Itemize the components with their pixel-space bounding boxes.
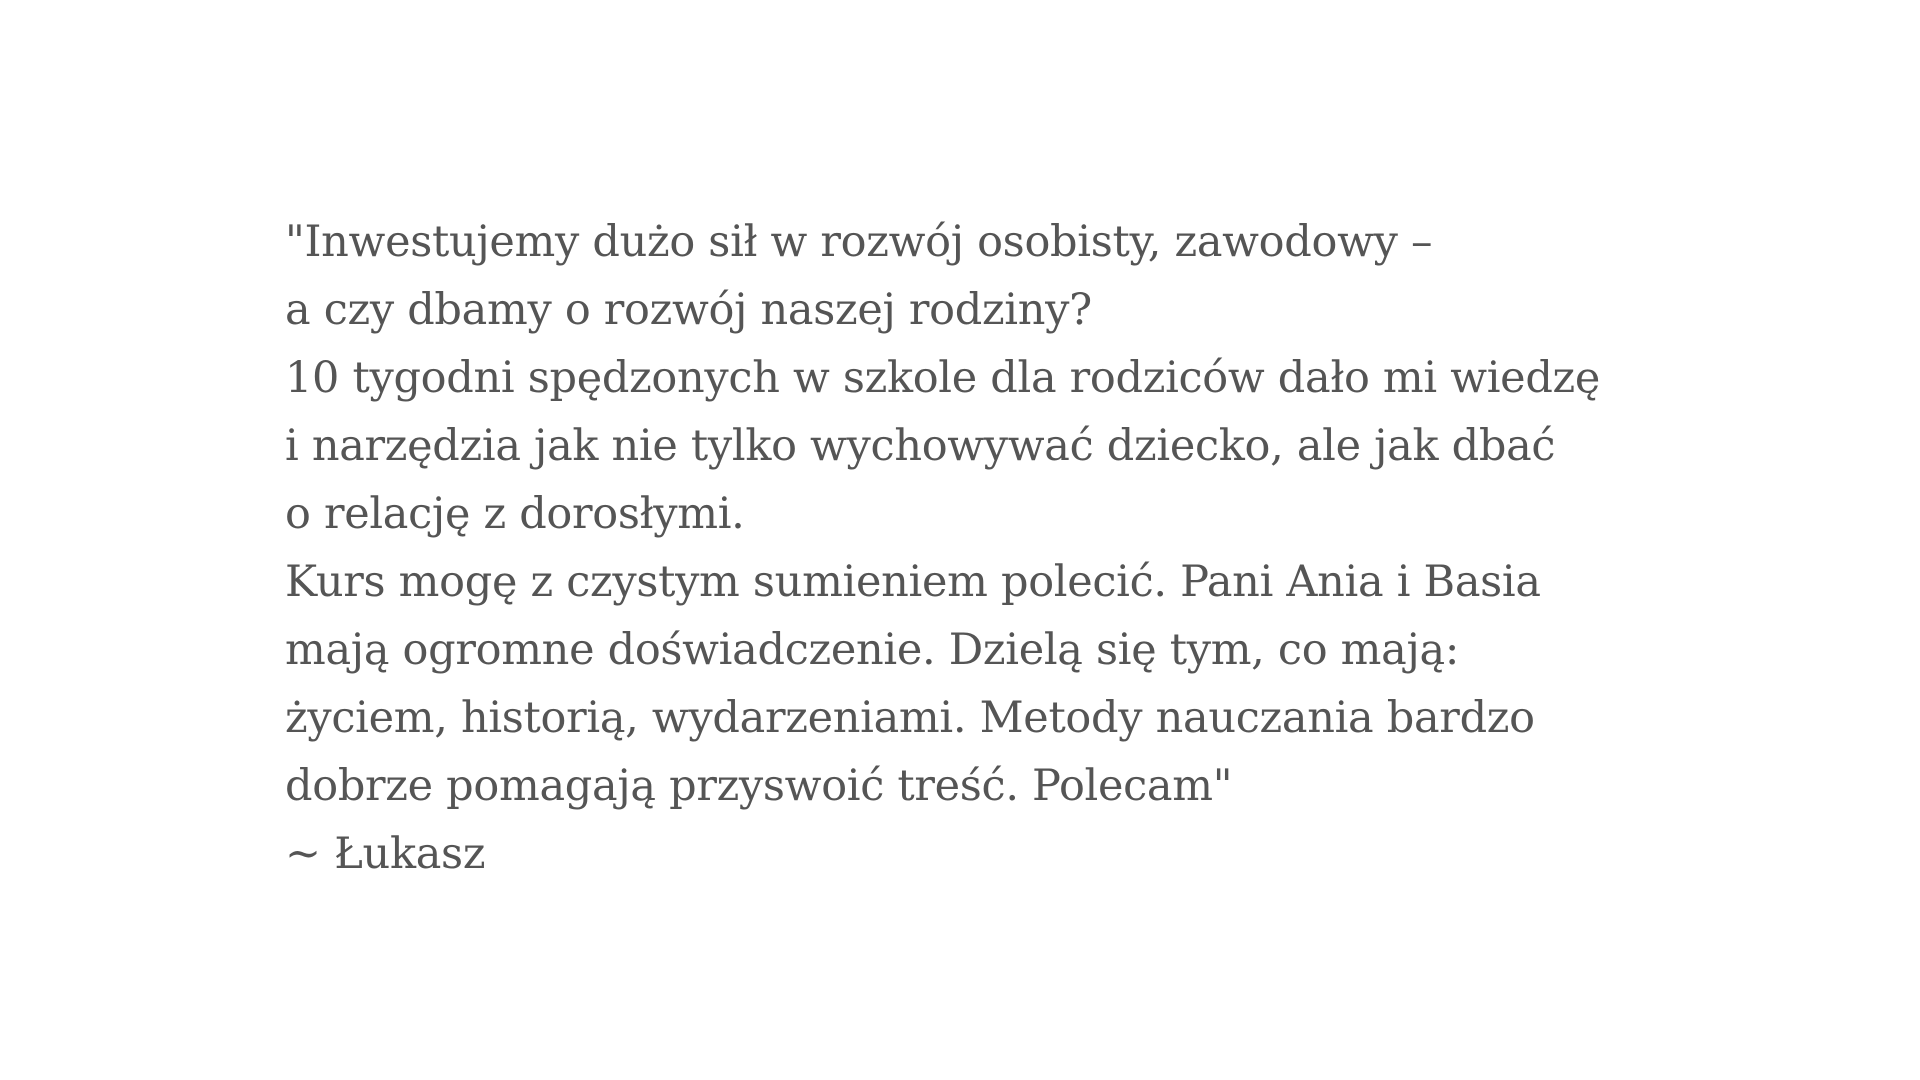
quote-line: i narzędzia jak nie tylko wychowywać dziecko, ale jak dbać <box>285 421 1556 471</box>
quote-author: ~ Łukasz <box>285 829 486 879</box>
quote-line: "Inwestujemy dużo sił w rozwój osobisty, zawodowy – <box>285 217 1433 267</box>
quote-line: 10 tygodni spędzonych w szkole dla rodziców dało mi wiedzę <box>285 353 1601 403</box>
quote-line: życiem, historią, wydarzeniami. Metody nauczania bardzo <box>285 693 1535 743</box>
quote-line: a czy dbamy o rozwój naszej rodziny? <box>285 285 1092 335</box>
quote-line: dobrze pomagają przyswoić treść. Polecam" <box>285 761 1233 811</box>
quote-line: Kurs mogę z czystym sumieniem polecić. Pani Ania i Basia <box>285 557 1541 607</box>
quote-line: o relację z dorosłymi. <box>285 489 745 539</box>
quote-line: mają ogromne doświadczenie. Dzielą się tym, co mają: <box>285 625 1460 675</box>
testimonial-quote <box>285 208 1685 888</box>
